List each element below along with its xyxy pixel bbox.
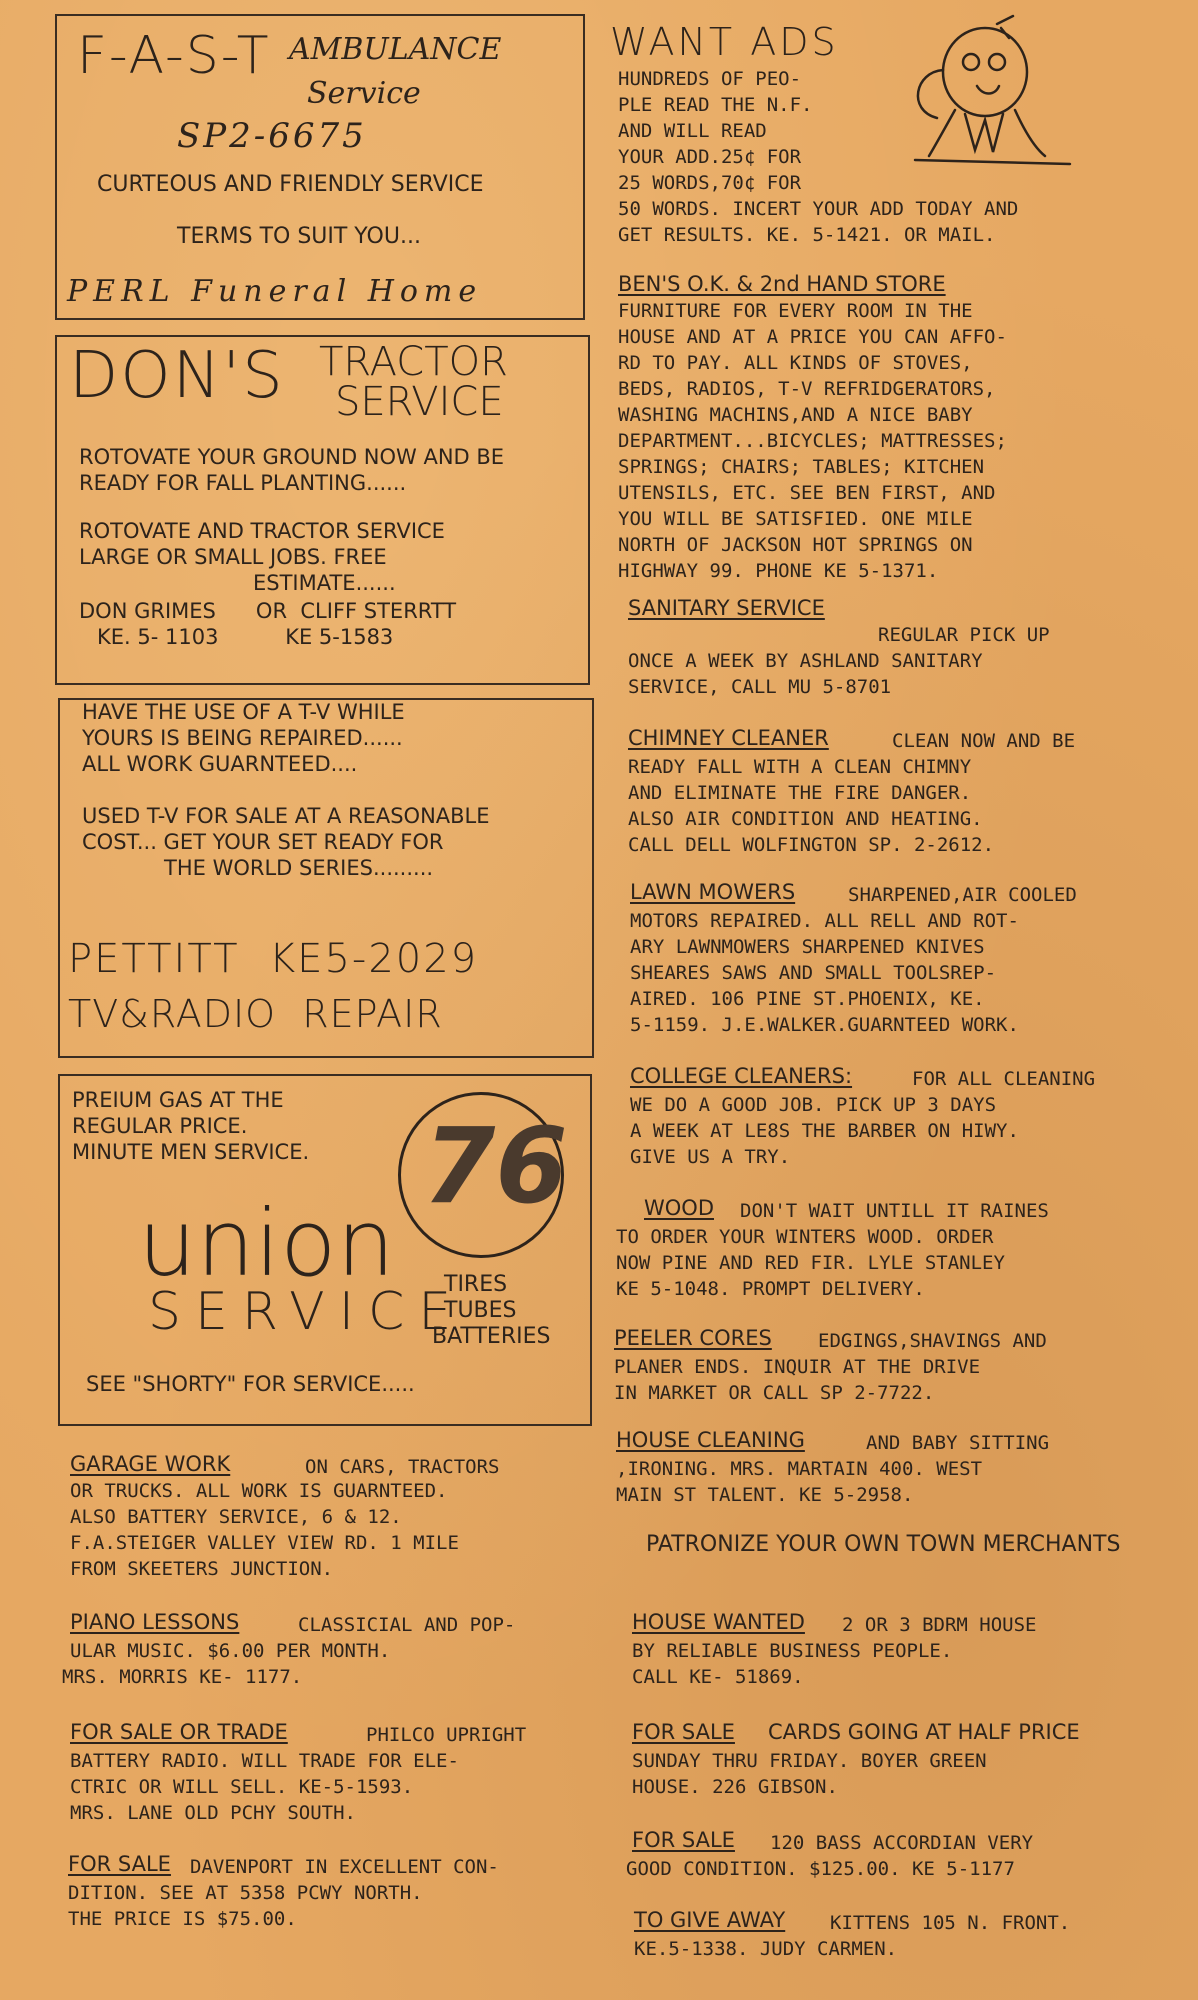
sanitary-l2: ONCE A WEEK BY ASHLAND SANITARY	[628, 650, 983, 672]
accordion-head: FOR SALE	[632, 1828, 735, 1852]
trade-l2: BATTERY RADIO. WILL TRADE FOR ELE-	[70, 1750, 459, 1772]
piano-l3: MRS. MORRIS KE- 1177.	[62, 1666, 303, 1688]
fast-title: F-A-S-T	[77, 26, 271, 86]
trade-head: FOR SALE OR TRADE	[70, 1720, 288, 1744]
house-l1: AND BABY SITTING	[866, 1432, 1050, 1454]
dons-l6: DON GRIMES OR CLIFF STERRTT	[79, 599, 457, 623]
house-head: HOUSE CLEANING	[616, 1428, 805, 1452]
cards-l1: CARDS GOING AT HALF PRICE	[768, 1720, 1080, 1744]
bens-line-3: BEDS, RADIOS, T-V REFRIDGERATORS,	[618, 378, 996, 400]
union-76-logo	[398, 1092, 568, 1258]
tv-repair-ad	[58, 698, 594, 1058]
bens-line-5: DEPARTMENT...BICYCLES; MATTRESSES;	[618, 430, 1007, 452]
cards-l3: HOUSE. 226 GIBSON.	[632, 1776, 838, 1798]
davenport-head: FOR SALE	[68, 1852, 171, 1876]
peeler-l3: IN MARKET OR CALL SP 2-7722.	[614, 1382, 935, 1404]
garage-l5: FROM SKEETERS JUNCTION.	[70, 1558, 334, 1580]
want-title: WANT ADS	[610, 20, 839, 64]
tv-l4: USED T-V FOR SALE AT A REASONABLE	[82, 804, 490, 828]
tractor-ad	[55, 335, 590, 685]
fast-line1: CURTEOUS AND FRIENDLY SERVICE	[97, 172, 484, 197]
want-l1: HUNDREDS OF PEO-	[618, 68, 802, 90]
union-batteries: BATTERIES	[432, 1324, 551, 1349]
union-l1: PREIUM GAS AT THE	[72, 1088, 284, 1112]
ambulance-word: AMBULANCE	[289, 32, 502, 67]
funeral-home: PERL Funeral Home	[67, 274, 483, 309]
want-l4: YOUR ADD.25¢ FOR	[618, 146, 802, 168]
trade-l1: PHILCO UPRIGHT	[366, 1724, 527, 1746]
dons-l7: KE. 5- 1103 KE 5-1583	[97, 625, 394, 649]
give-head: TO GIVE AWAY	[634, 1908, 786, 1932]
chimney-l4: ALSO AIR CONDITION AND HEATING.	[628, 808, 983, 830]
lawn-l1: SHARPENED,AIR COOLED	[848, 884, 1077, 906]
cards-l2: SUNDAY THRU FRIDAY. BOYER GREEN	[632, 1750, 987, 1772]
give-l1: KITTENS 105 N. FRONT.	[830, 1912, 1071, 1934]
sanitary-l3: SERVICE, CALL MU 5-8701	[628, 676, 892, 698]
lawn-head: LAWN MOWERS	[630, 880, 796, 904]
union-service: SERVICE	[148, 1282, 466, 1342]
give-l2: KE.5-1338. JUDY CARMEN.	[634, 1938, 898, 1960]
tv-l5: COST... GET YOUR SET READY FOR	[82, 830, 444, 854]
want-l2: PLE READ THE N.F.	[618, 94, 813, 116]
peeler-head: PEELER CORES	[614, 1326, 772, 1350]
bens-line-9: NORTH OF JACKSON HOT SPRINGS ON	[618, 534, 973, 556]
dons-l2: READY FOR FALL PLANTING......	[79, 471, 407, 495]
tv-l1: HAVE THE USE OF A T-V WHILE	[82, 700, 405, 724]
college-l2: WE DO A GOOD JOB. PICK UP 3 DAYS	[630, 1094, 997, 1116]
tv-l2: YOURS IS BEING REPAIRED......	[82, 726, 403, 750]
sanitary-l1: REGULAR PICK UP	[878, 624, 1050, 646]
davenport-l2: DITION. SEE AT 5358 PCWY NORTH.	[68, 1882, 423, 1904]
college-l3: A WEEK AT LE8S THE BARBER ON HIWY.	[630, 1120, 1019, 1142]
wood-l1: DON'T WAIT UNTILL IT RAINES	[740, 1200, 1049, 1222]
housewanted-l3: CALL KE- 51869.	[632, 1666, 804, 1688]
piano-l2: ULAR MUSIC. $6.00 PER MONTH.	[70, 1640, 391, 1662]
bens-line-10: HIGHWAY 99. PHONE KE 5-1371.	[618, 560, 939, 582]
union-tires: TIRES	[444, 1272, 508, 1297]
want-l5: 25 WORDS,70¢ FOR	[618, 172, 802, 194]
lawn-l4: SHEARES SAWS AND SMALL TOOLSREP-	[630, 962, 997, 984]
chimney-head: CHIMNEY CLEANER	[628, 726, 829, 750]
chimney-l1: CLEAN NOW AND BE	[892, 730, 1076, 752]
lawn-l3: ARY LAWNMOWERS SHARPENED KNIVES	[630, 936, 985, 958]
dons-l4: LARGE OR SMALL JOBS. FREE	[79, 545, 387, 569]
dons-name: DON'S	[69, 339, 285, 413]
peeler-l1: EDGINGS,SHAVINGS AND	[818, 1330, 1047, 1352]
housewanted-head: HOUSE WANTED	[632, 1610, 805, 1634]
wood-head: WOOD	[644, 1196, 714, 1220]
bens-line-0: FURNITURE FOR EVERY ROOM IN THE	[618, 300, 973, 322]
union-service-ad	[58, 1074, 592, 1426]
bens-line-4: WASHING MACHINS,AND A NICE BABY	[618, 404, 973, 426]
want-l3: AND WILL READ	[618, 120, 767, 142]
piano-head: PIANO LESSONS	[70, 1610, 240, 1634]
chimney-l2: READY FALL WITH A CLEAN CHIMNY	[628, 756, 972, 778]
house-l3: MAIN ST TALENT. KE 5-2958.	[616, 1484, 914, 1506]
garage-l3: ALSO BATTERY SERVICE, 6 & 12.	[70, 1506, 402, 1528]
sanitary-head: SANITARY SERVICE	[628, 596, 825, 620]
union-tubes: TUBES	[444, 1298, 517, 1323]
dons-tractor: TRACTOR	[319, 339, 508, 385]
trade-l4: MRS. LANE OLD PCHY SOUTH.	[70, 1802, 356, 1824]
lawn-l5: AIRED. 106 PINE ST.PHOENIX, KE.	[630, 988, 985, 1010]
patronize-banner: PATRONIZE YOUR OWN TOWN MERCHANTS	[646, 1532, 1121, 1557]
bens-head: BEN'S O.K. & 2nd HAND STORE	[618, 272, 946, 296]
tv-l3: ALL WORK GUARNTEED....	[82, 752, 358, 776]
college-head: COLLEGE CLEANERS:	[630, 1064, 853, 1088]
fast-phone: SP2-6675	[177, 116, 367, 156]
pettitt-tag: TV&RADIO REPAIR	[68, 992, 443, 1036]
bens-line-1: HOUSE AND AT A PRICE YOU CAN AFFO-	[618, 326, 1007, 348]
cards-head: FOR SALE	[632, 1720, 735, 1744]
pettitt-name: PETTITT KE5-2029	[68, 936, 479, 982]
lawn-l2: MOTORS REPAIRED. ALL RELL AND ROT-	[630, 910, 1019, 932]
wood-l4: KE 5-1048. PROMPT DELIVERY.	[616, 1278, 925, 1300]
ambulance-ad	[55, 14, 585, 320]
davenport-l1: DAVENPORT IN EXCELLENT CON-	[190, 1856, 499, 1878]
union-brand: union	[138, 1190, 395, 1297]
union-l3: MINUTE MEN SERVICE.	[72, 1140, 310, 1164]
bens-line-8: YOU WILL BE SATISFIED. ONE MILE	[618, 508, 973, 530]
want-l6: 50 WORDS. INCERT YOUR ADD TODAY AND	[618, 198, 1019, 220]
bens-line-2: RD TO PAY. ALL KINDS OF STOVES,	[618, 352, 973, 374]
lawn-l6: 5-1159. J.E.WALKER.GUARNTEED WORK.	[630, 1014, 1019, 1036]
dons-l5: ESTIMATE......	[253, 571, 396, 595]
college-l1: FOR ALL CLEANING	[912, 1068, 1096, 1090]
peeler-l2: PLANER ENDS. INQUIR AT THE DRIVE	[614, 1356, 981, 1378]
accordion-l1: 120 BASS ACCORDIAN VERY	[770, 1832, 1034, 1854]
garage-l2: OR TRUCKS. ALL WORK IS GUARNTEED.	[70, 1480, 448, 1502]
union-l2: REGULAR PRICE.	[72, 1114, 248, 1138]
wood-l2: TO ORDER YOUR WINTERS WOOD. ORDER	[616, 1226, 994, 1248]
bens-line-6: SPRINGS; CHAIRS; TABLES; KITCHEN	[618, 456, 985, 478]
service-word: Service	[307, 76, 421, 111]
logo-76-text: 76	[423, 1105, 568, 1227]
dons-l3: ROTOVATE AND TRACTOR SERVICE	[79, 519, 445, 543]
wood-l3: NOW PINE AND RED FIR. LYLE STANLEY	[616, 1252, 1005, 1274]
college-l4: GIVE US A TRY.	[630, 1146, 791, 1168]
garage-head: GARAGE WORK	[70, 1452, 231, 1476]
housewanted-l2: BY RELIABLE BUSINESS PEOPLE.	[632, 1640, 953, 1662]
davenport-l3: THE PRICE IS $75.00.	[68, 1908, 297, 1930]
tv-l6: THE WORLD SERIES.........	[164, 856, 434, 880]
bens-line-7: UTENSILS, ETC. SEE BEN FIRST, AND	[618, 482, 996, 504]
accordion-l2: GOOD CONDITION. $125.00. KE 5-1177	[626, 1858, 1015, 1880]
chimney-l3: AND ELIMINATE THE FIRE DANGER.	[628, 782, 972, 804]
trade-l3: CTRIC OR WILL SELL. KE-5-1593.	[70, 1776, 414, 1798]
piano-l1: CLASSICIAL AND POP-	[298, 1614, 516, 1636]
dons-l1: ROTOVATE YOUR GROUND NOW AND BE	[79, 445, 505, 469]
housewanted-l1: 2 OR 3 BDRM HOUSE	[842, 1614, 1037, 1636]
reading-cartoon-illustration	[885, 10, 1075, 175]
house-l2: ,IRONING. MRS. MARTAIN 400. WEST	[616, 1458, 983, 1480]
dons-service: SERVICE	[335, 379, 504, 425]
fast-line2: TERMS TO SUIT YOU...	[177, 224, 421, 249]
chimney-l5: CALL DELL WOLFINGTON SP. 2-2612.	[628, 834, 995, 856]
want-l7: GET RESULTS. KE. 5-1421. OR MAIL.	[618, 224, 996, 246]
union-see: SEE "SHORTY" FOR SERVICE.....	[86, 1372, 415, 1396]
garage-l1: ON CARS, TRACTORS	[305, 1456, 500, 1478]
garage-l4: F.A.STEIGER VALLEY VIEW RD. 1 MILE	[70, 1532, 459, 1554]
